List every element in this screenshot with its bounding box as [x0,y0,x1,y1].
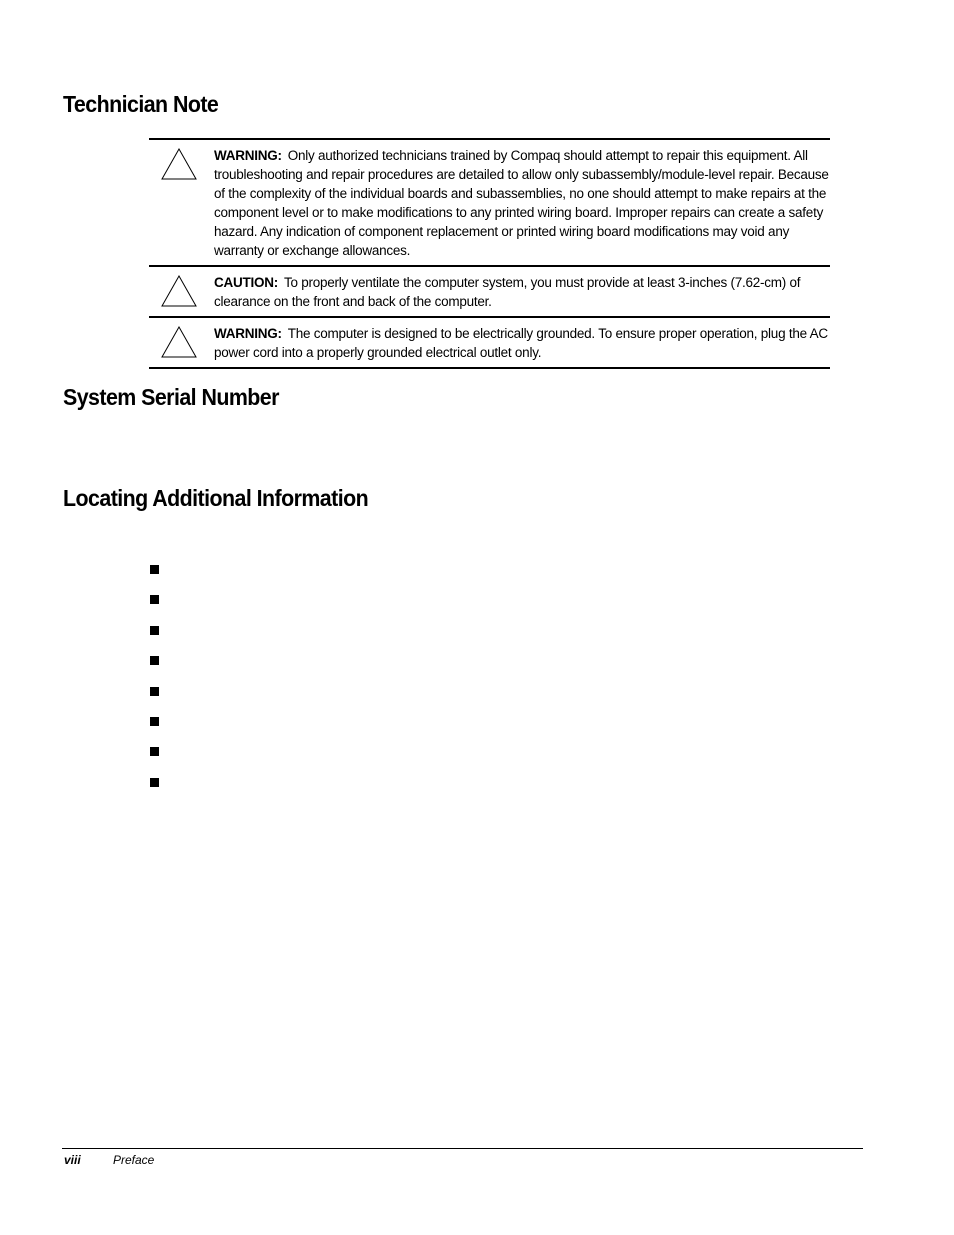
footer-section-title: Preface [113,1153,155,1167]
caution-triangle-icon [149,273,214,307]
notice-body: To properly ventilate the computer system, you must provide at least 3-inches (7.62-cm) of clearance on the front and back of the computer. [214,275,801,309]
notice-text [214,273,830,311]
footer-page-number: viii [64,1153,81,1167]
list-item [150,747,159,775]
notice-text [214,324,830,362]
list-item [150,687,159,715]
heading-technician-note: Technician Note [63,91,219,117]
notice-body: The computer is designed to be electrically grounded. To ensure proper operation, plug the AC power cord into a properly grounded electrical outlet only. [214,326,828,360]
list-item [150,717,159,745]
notice-warning-grounding [149,316,830,367]
caution-triangle-icon [149,146,214,180]
square-bullet-icon [150,626,159,635]
notice-table [149,138,830,369]
square-bullet-icon [150,747,159,756]
list-item [150,595,159,623]
notice-caution-ventilation [149,265,830,316]
square-bullet-icon [150,687,159,696]
notice-label: CAUTION: [214,275,278,290]
square-bullet-icon [150,656,159,665]
footer-divider [62,1148,863,1149]
square-bullet-icon [150,565,159,574]
bullet-list [150,563,159,806]
notice-warning-technicians [149,140,830,265]
list-item [150,565,159,593]
list-item [150,626,159,654]
list-item [150,778,159,806]
square-bullet-icon [150,595,159,604]
caution-triangle-icon [149,324,214,358]
heading-system-serial-number: System Serial Number [63,384,279,410]
square-bullet-icon [150,717,159,726]
notice-body: Only authorized technicians trained by Compaq should attempt to repair this equipment. All troubleshooting and repair procedures are detailed to allow only subassembly/module-level repair. Because of the complexity of the individual boards and subassemblies, no one should attempt to make repairs at the component level or to make modifications to any printed wiring board. Improper repairs can create a safety hazard. Any indication of component replacement or printed wiring board modifications may void any warranty or exchange allowances. [214,148,829,258]
list-item [150,656,159,684]
notice-label: WARNING: [214,326,282,341]
square-bullet-icon [150,778,159,787]
notice-text [214,146,830,260]
heading-locating-additional-information: Locating Additional Information [63,485,369,511]
notice-label: WARNING: [214,148,282,163]
